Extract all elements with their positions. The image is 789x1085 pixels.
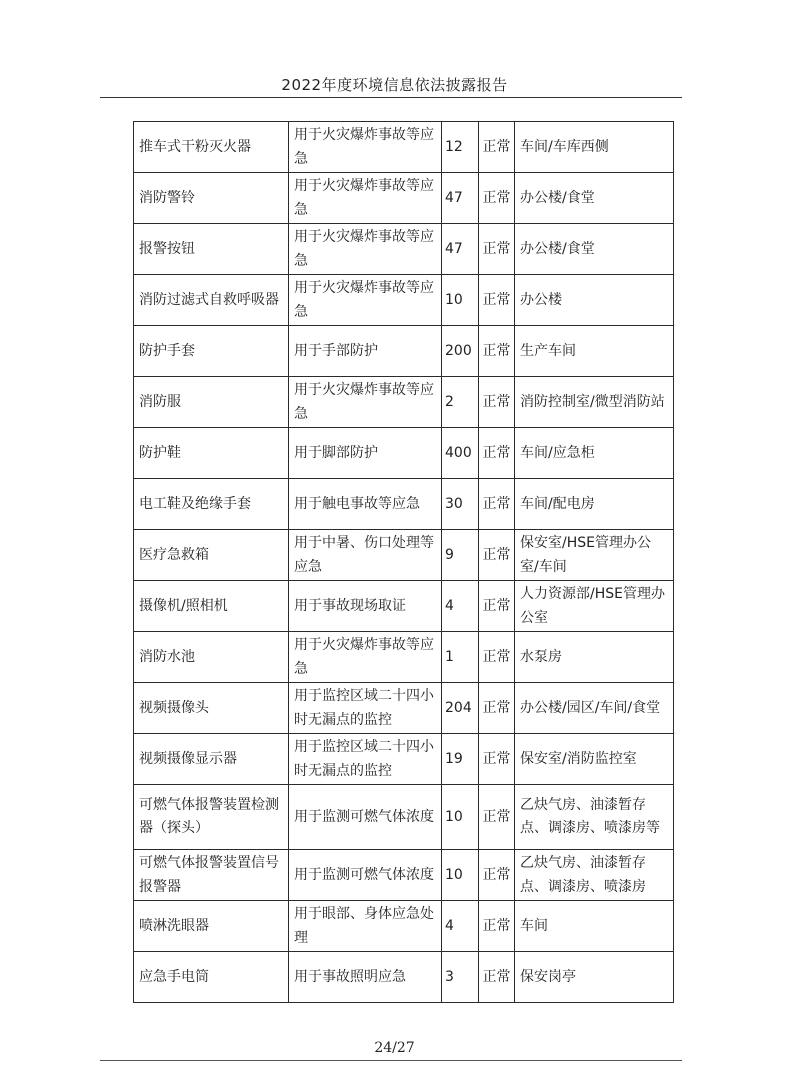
purpose-cell: 用于监控区域二十四小时无漏点的监控 (289, 734, 442, 785)
table-row (134, 224, 674, 275)
equipment-name-cell: 应急手电筒 (134, 952, 289, 1003)
status-cell: 正常 (479, 952, 515, 1003)
equipment-name-cell: 视频摄像头 (134, 683, 289, 734)
status-cell: 正常 (479, 122, 515, 173)
equipment-name-cell: 摄像机/照相机 (134, 581, 289, 632)
equipment-name-cell: 防护手套 (134, 326, 289, 377)
purpose-cell: 用于火灾爆炸事故等应急 (289, 275, 442, 326)
quantity-cell: 19 (442, 734, 479, 785)
quantity-cell: 10 (442, 785, 479, 850)
table-row (134, 173, 674, 224)
quantity-cell: 400 (442, 428, 479, 479)
status-cell: 正常 (479, 326, 515, 377)
table-row (134, 326, 674, 377)
quantity-cell: 47 (442, 224, 479, 275)
status-cell: 正常 (479, 275, 515, 326)
location-cell: 办公楼/食堂 (515, 173, 674, 224)
location-cell: 水泵房 (515, 632, 674, 683)
purpose-cell: 用于监测可燃气体浓度 (289, 785, 442, 850)
quantity-cell: 204 (442, 683, 479, 734)
location-cell: 乙炔气房、油漆暂存点、调漆房、喷漆房等 (515, 785, 674, 850)
equipment-name-cell: 电工鞋及绝缘手套 (134, 479, 289, 530)
table-row (134, 683, 674, 734)
table-row (134, 377, 674, 428)
quantity-cell: 10 (442, 275, 479, 326)
status-cell: 正常 (479, 734, 515, 785)
purpose-cell: 用于火灾爆炸事故等应急 (289, 122, 442, 173)
purpose-cell: 用于眼部、身体应急处理 (289, 901, 442, 952)
equipment-name-cell: 喷淋洗眼器 (134, 901, 289, 952)
equipment-name-cell: 消防水池 (134, 632, 289, 683)
location-cell: 乙炔气房、油漆暂存点、调漆房、喷漆房 (515, 850, 674, 901)
page-number: 24/27 (374, 1040, 415, 1056)
location-cell: 消防控制室/微型消防站 (515, 377, 674, 428)
equipment-name-cell: 推车式干粉灭火器 (134, 122, 289, 173)
status-cell: 正常 (479, 683, 515, 734)
equipment-name-cell: 可燃气体报警装置信号报警器 (134, 850, 289, 901)
location-cell: 办公楼 (515, 275, 674, 326)
purpose-cell: 用于触电事故等应急 (289, 479, 442, 530)
quantity-cell: 47 (442, 173, 479, 224)
status-cell: 正常 (479, 224, 515, 275)
status-cell: 正常 (479, 632, 515, 683)
purpose-cell: 用于火灾爆炸事故等应急 (289, 173, 442, 224)
purpose-cell: 用于中暑、伤口处理等应急 (289, 530, 442, 581)
location-cell: 生产车间 (515, 326, 674, 377)
table-row (134, 734, 674, 785)
table-row (134, 785, 674, 850)
table-row (134, 581, 674, 632)
status-cell: 正常 (479, 377, 515, 428)
table-row (134, 901, 674, 952)
purpose-cell: 用于事故现场取证 (289, 581, 442, 632)
footer-divider (100, 1060, 682, 1061)
purpose-cell: 用于脚部防护 (289, 428, 442, 479)
quantity-cell: 30 (442, 479, 479, 530)
emergency-equipment-table (133, 121, 674, 1003)
table-row (134, 850, 674, 901)
status-cell: 正常 (479, 850, 515, 901)
purpose-cell: 用于手部防护 (289, 326, 442, 377)
equipment-name-cell: 消防过滤式自救呼吸器 (134, 275, 289, 326)
location-cell: 保安室/HSE管理办公室/车间 (515, 530, 674, 581)
status-cell: 正常 (479, 479, 515, 530)
location-cell: 办公楼/园区/车间/食堂 (515, 683, 674, 734)
status-cell: 正常 (479, 901, 515, 952)
quantity-cell: 4 (442, 901, 479, 952)
purpose-cell: 用于火灾爆炸事故等应急 (289, 377, 442, 428)
equipment-name-cell: 报警按钮 (134, 224, 289, 275)
status-cell: 正常 (479, 173, 515, 224)
quantity-cell: 10 (442, 850, 479, 901)
quantity-cell: 3 (442, 952, 479, 1003)
quantity-cell: 4 (442, 581, 479, 632)
location-cell: 办公楼/食堂 (515, 224, 674, 275)
location-cell: 保安岗亭 (515, 952, 674, 1003)
header-divider (100, 97, 682, 98)
equipment-name-cell: 消防服 (134, 377, 289, 428)
purpose-cell: 用于火灾爆炸事故等应急 (289, 224, 442, 275)
quantity-cell: 1 (442, 632, 479, 683)
table-row (134, 632, 674, 683)
status-cell: 正常 (479, 530, 515, 581)
purpose-cell: 用于火灾爆炸事故等应急 (289, 632, 442, 683)
equipment-name-cell: 消防警铃 (134, 173, 289, 224)
equipment-table-body (134, 122, 674, 1003)
status-cell: 正常 (479, 785, 515, 850)
quantity-cell: 12 (442, 122, 479, 173)
status-cell: 正常 (479, 428, 515, 479)
table-row (134, 952, 674, 1003)
table-row (134, 530, 674, 581)
table-row (134, 428, 674, 479)
location-cell: 车间/应急柜 (515, 428, 674, 479)
equipment-name-cell: 可燃气体报警装置检测器（探头） (134, 785, 289, 850)
quantity-cell: 9 (442, 530, 479, 581)
equipment-name-cell: 医疗急救箱 (134, 530, 289, 581)
location-cell: 车间 (515, 901, 674, 952)
location-cell: 人力资源部/HSE管理办公室 (515, 581, 674, 632)
purpose-cell: 用于监测可燃气体浓度 (289, 850, 442, 901)
table-row (134, 479, 674, 530)
location-cell: 车间/车库西侧 (515, 122, 674, 173)
table-row (134, 275, 674, 326)
purpose-cell: 用于监控区域二十四小时无漏点的监控 (289, 683, 442, 734)
equipment-table-container (133, 121, 674, 1003)
location-cell: 保安室/消防监控室 (515, 734, 674, 785)
page-header-title: 2022年度环境信息依法披露报告 (281, 76, 508, 94)
equipment-name-cell: 视频摄像显示器 (134, 734, 289, 785)
quantity-cell: 2 (442, 377, 479, 428)
table-row (134, 122, 674, 173)
status-cell: 正常 (479, 581, 515, 632)
location-cell: 车间/配电房 (515, 479, 674, 530)
equipment-name-cell: 防护鞋 (134, 428, 289, 479)
purpose-cell: 用于事故照明应急 (289, 952, 442, 1003)
quantity-cell: 200 (442, 326, 479, 377)
